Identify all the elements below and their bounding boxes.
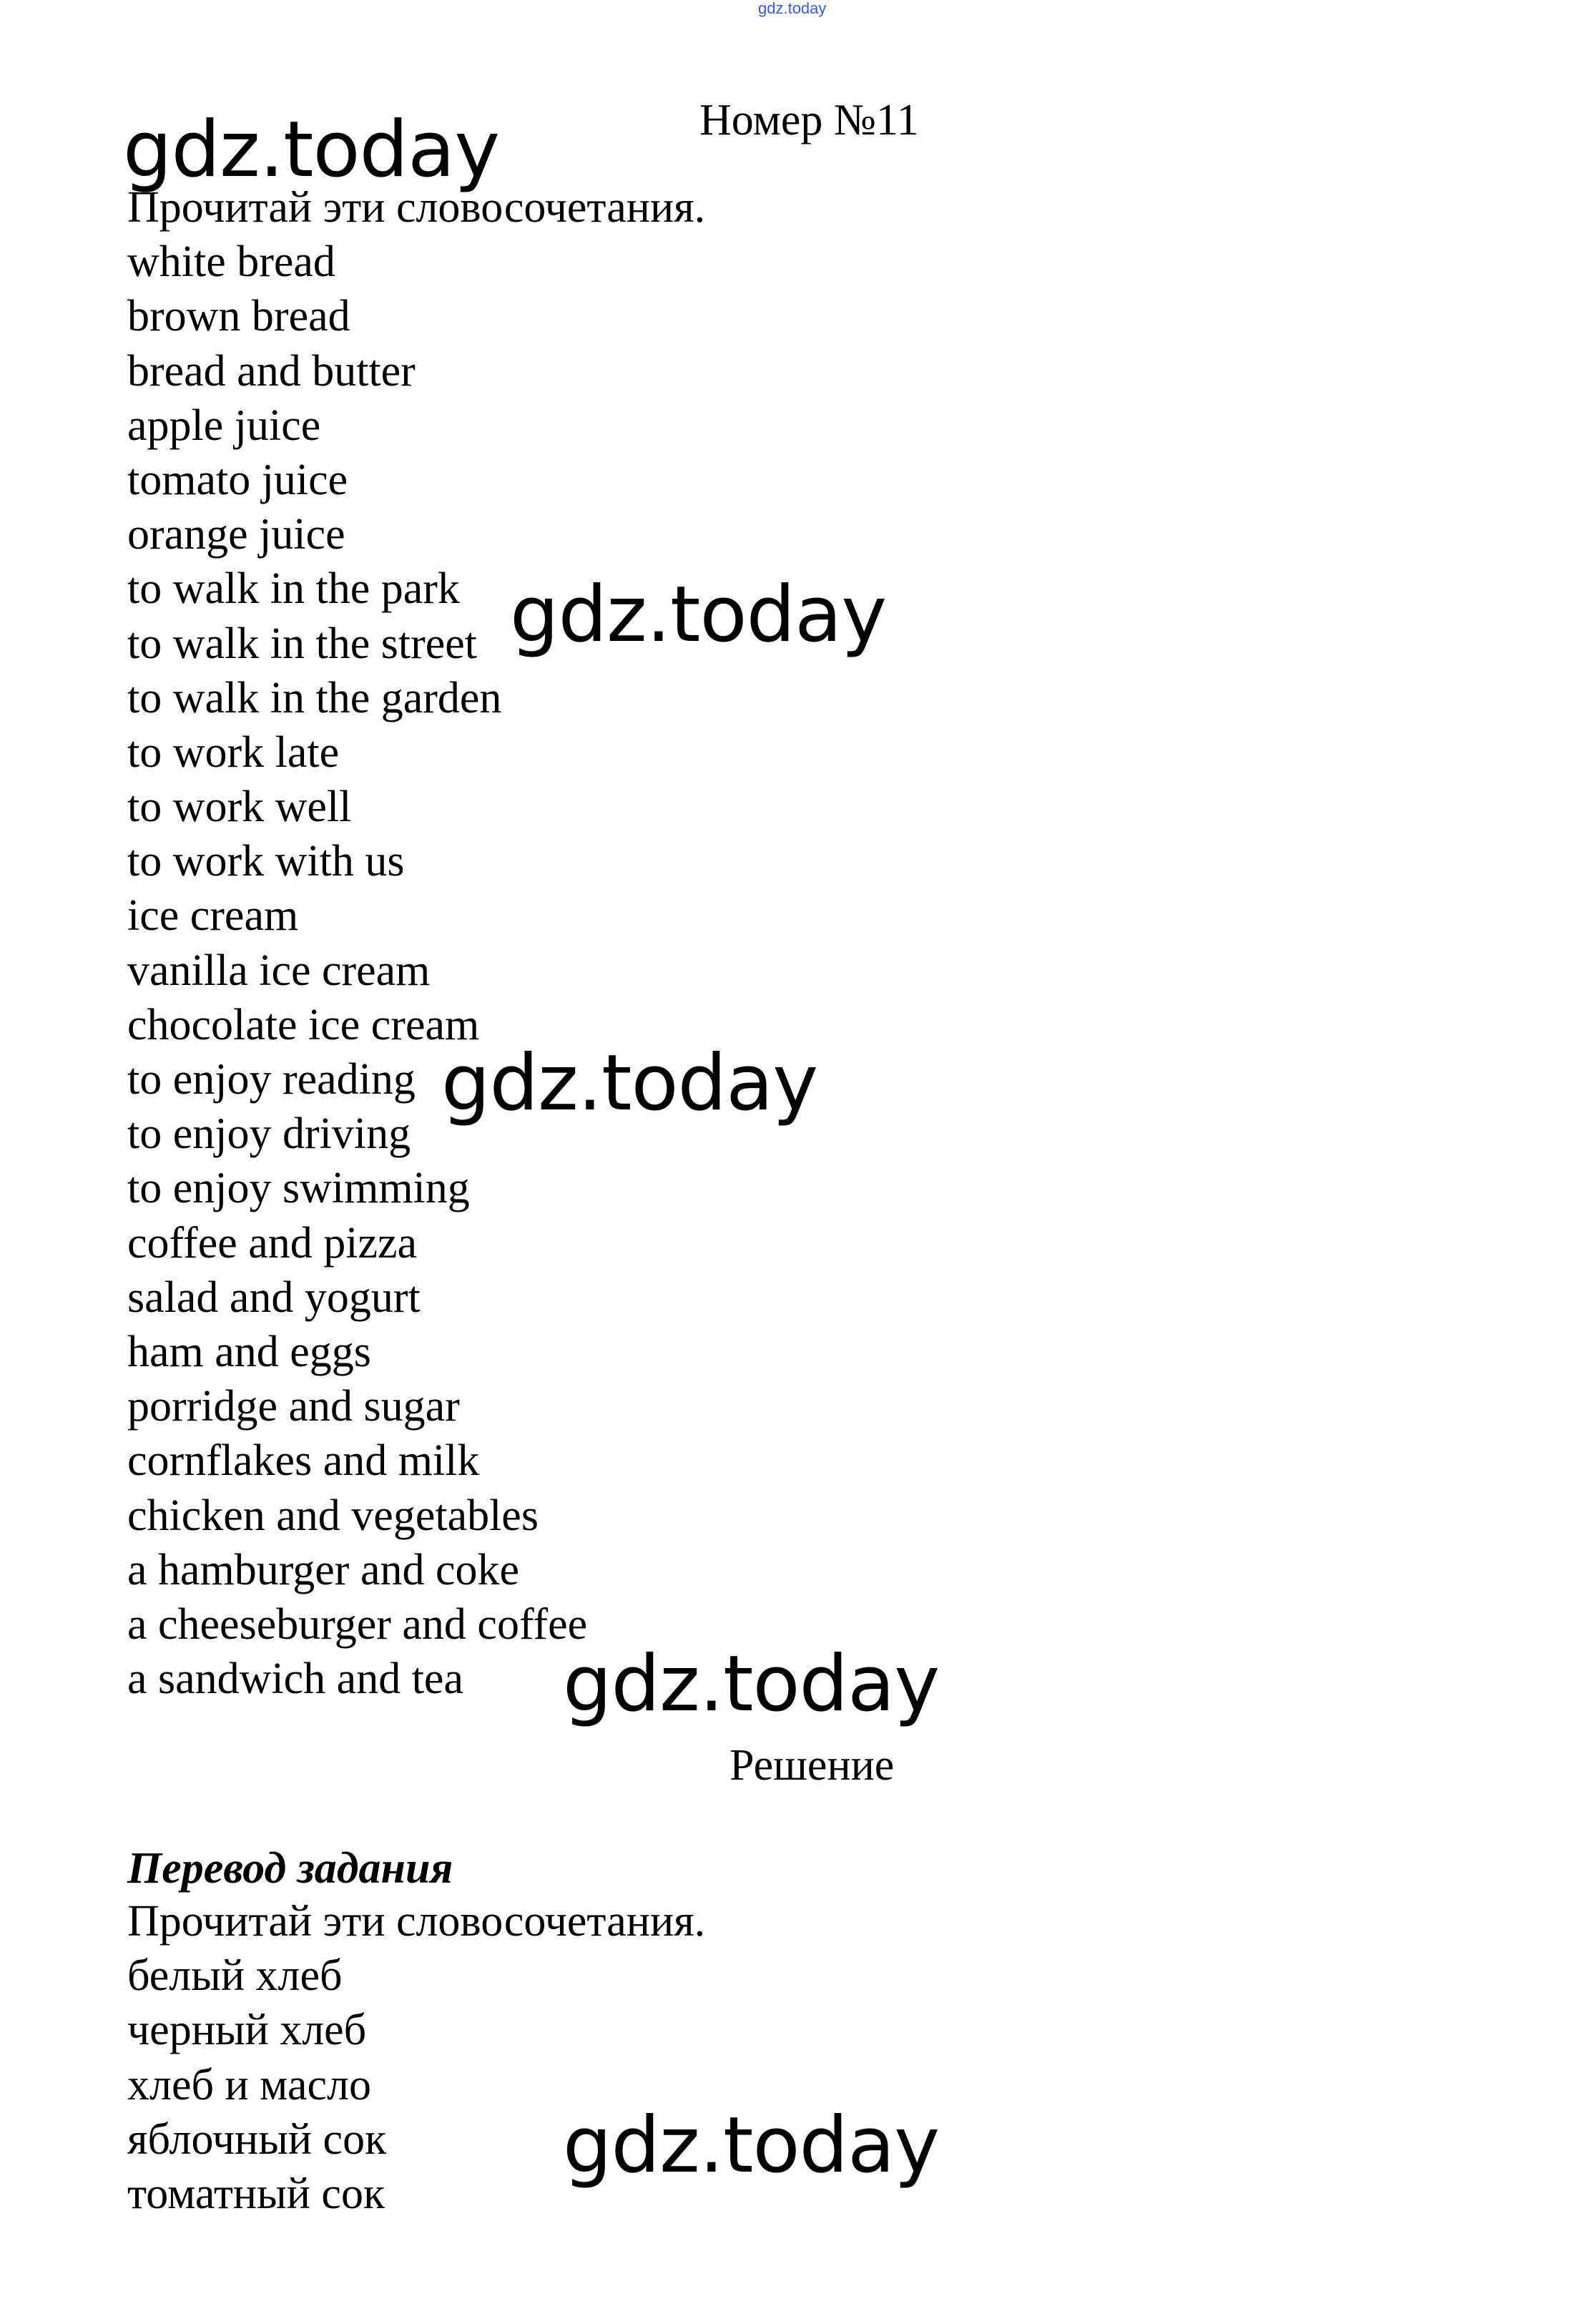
phrase-line: a hamburger and coke bbox=[127, 1545, 520, 1594]
phrase-line: salad and yogurt bbox=[127, 1273, 421, 1322]
phrase-line: cornflakes and milk bbox=[127, 1436, 480, 1486]
solution-heading: Решение bbox=[729, 1741, 895, 1790]
phrase-line: to enjoy reading bbox=[127, 1055, 416, 1104]
phrase-line: a sandwich and tea bbox=[127, 1654, 463, 1704]
phrase-line: vanilla ice cream bbox=[127, 946, 431, 995]
phrase-line: chicken and vegetables bbox=[127, 1491, 539, 1540]
translation-list bbox=[127, 1894, 705, 2221]
phrase-line: to work with us bbox=[127, 837, 405, 886]
translation-line: томатный сок bbox=[127, 2169, 385, 2218]
translation-line: черный хлеб bbox=[127, 2006, 367, 2055]
phrase-line: ice cream bbox=[127, 891, 299, 941]
watermark-5: gdz.today bbox=[563, 2101, 940, 2190]
phrase-line: bread and butter bbox=[127, 346, 416, 396]
phrase-line: to walk in the street bbox=[127, 619, 477, 668]
phrase-line: to walk in the garden bbox=[127, 673, 502, 722]
phrase-line: white bread bbox=[127, 237, 335, 287]
task-phrase-list bbox=[127, 180, 705, 1706]
phrase-line: to walk in the park bbox=[127, 564, 460, 614]
phrase-line: apple juice bbox=[127, 401, 321, 450]
phrase-line: brown bread bbox=[127, 292, 350, 341]
phrase-line: orange juice bbox=[127, 510, 345, 559]
top-watermark: gdz.today bbox=[758, 0, 827, 17]
phrase-line: tomato juice bbox=[127, 455, 348, 504]
translation-line: яблочный сок bbox=[127, 2114, 387, 2164]
phrase-line: porridge and sugar bbox=[127, 1382, 460, 1431]
phrase-line: chocolate ice cream bbox=[127, 1000, 480, 1049]
watermark-3: gdz.today bbox=[441, 1039, 818, 1128]
watermark-4: gdz.today bbox=[563, 1639, 940, 1729]
task-instruction: Прочитай эти словосочетания. bbox=[127, 183, 706, 232]
translation-section-title: Перевод задания bbox=[127, 1844, 453, 1893]
translation-instruction: Прочитай эти словосочетания. bbox=[127, 1897, 706, 1946]
phrase-line: a cheeseburger and coffee bbox=[127, 1599, 588, 1649]
phrase-line: to enjoy swimming bbox=[127, 1164, 470, 1213]
translation-line: хлеб и масло bbox=[127, 2060, 371, 2109]
watermark-1: gdz.today bbox=[123, 105, 500, 195]
phrase-line: to work late bbox=[127, 727, 340, 777]
watermark-2: gdz.today bbox=[510, 570, 887, 660]
phrase-line: coffee and pizza bbox=[127, 1218, 418, 1268]
translation-line: белый хлеб bbox=[127, 1951, 343, 2001]
phrase-line: ham and eggs bbox=[127, 1327, 371, 1376]
page-title: Номер №11 bbox=[699, 96, 919, 144]
phrase-line: to enjoy driving bbox=[127, 1109, 411, 1159]
phrase-line: to work well bbox=[127, 783, 352, 832]
